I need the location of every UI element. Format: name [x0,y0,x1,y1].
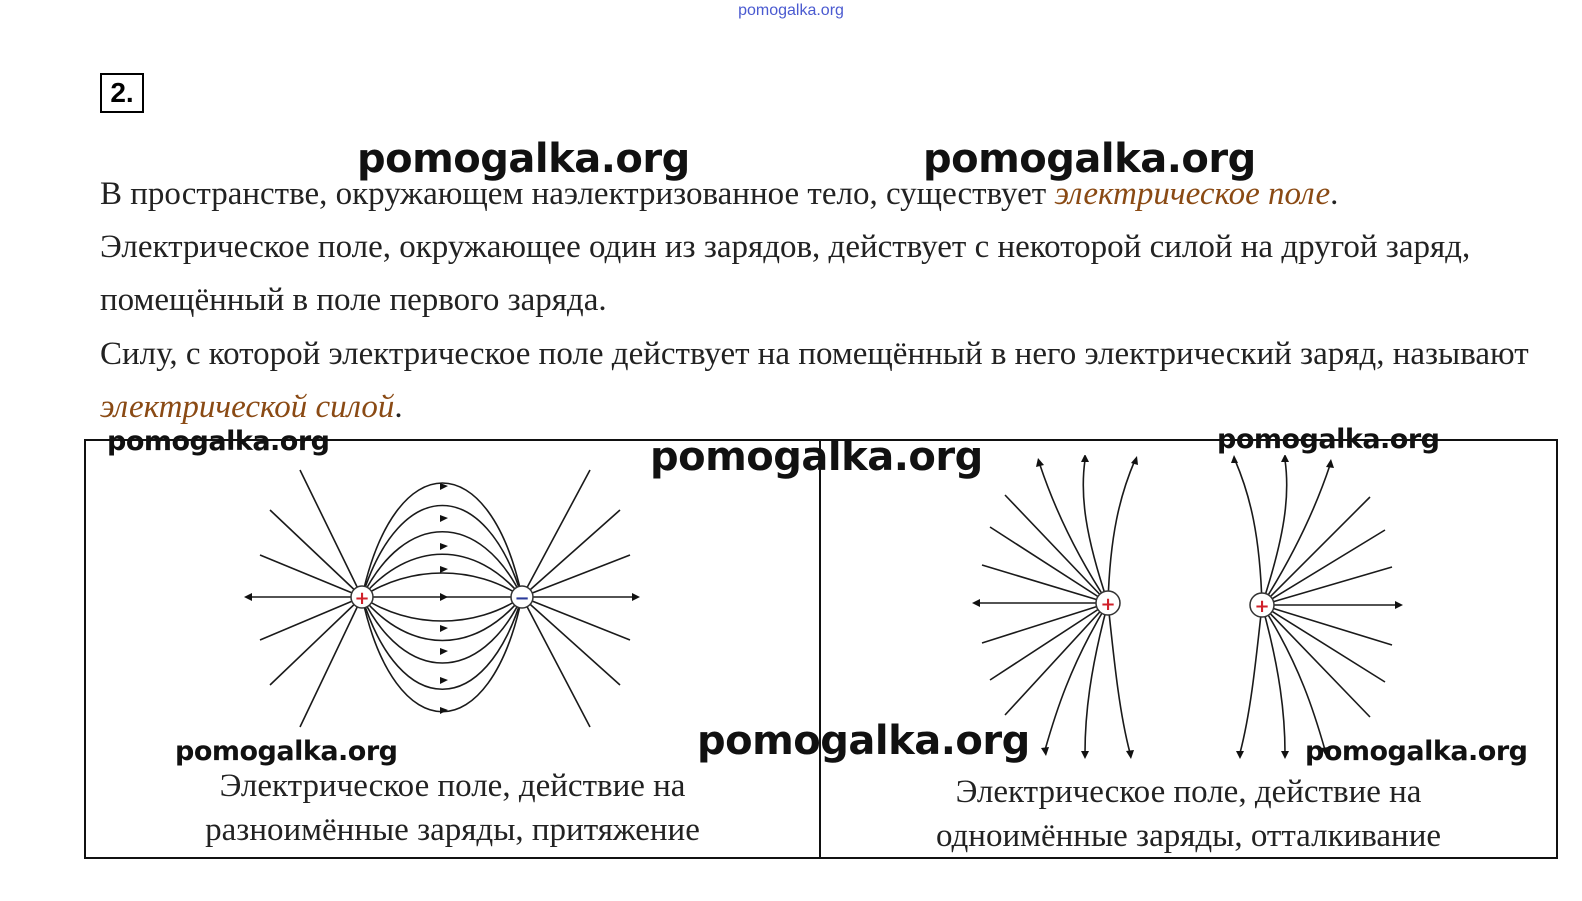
watermark: pomogalka.org [1217,424,1440,455]
watermark: pomogalka.org [175,736,398,767]
task-number: 2. [100,73,144,113]
paragraph-electric-field [100,168,1540,327]
charge-label: + [1254,596,1270,617]
caption-opposite-charges [86,764,819,852]
paragraph-text: Силу, с которой электрическое поле действует на помещённый в него электрический заряд, называют [100,336,1529,372]
paragraph-text: . [394,389,403,425]
caption-like-charges [821,770,1556,858]
caption-line: разноимённые заряды, притяжение [205,812,700,848]
paragraph-text: В пространстве, окружающем наэлектризованное тело, существует [100,176,1055,212]
term-electric-field: электрическое поле [1054,176,1331,212]
watermark: pomogalka.org [650,434,983,480]
term-electric-force: электрической силой [100,389,395,425]
charge-label: + [354,588,370,609]
charge-label: − [514,588,530,609]
field-lines-like-charges-diagram [970,455,1410,760]
watermark: pomogalka.org [107,426,330,457]
site-header-link[interactable]: pomogalka.org [738,2,844,19]
paragraph-electric-force [100,328,1540,434]
field-lines-opposite-charges-diagram [240,445,650,755]
charge-label: + [1100,594,1116,615]
caption-line: одноимённые заряды, отталкивание [935,818,1442,854]
caption-line: Электрическое поле, действие на [955,774,1422,810]
watermark: pomogalka.org [357,136,690,182]
caption-line: Электрическое поле, действие на [219,768,686,804]
paragraph-text: . Электрическое поле, окружающее один из зарядов, действует с некоторой силой на другой заряд, помещённый в поле первого заряда. [100,176,1471,318]
watermark: pomogalka.org [923,136,1256,182]
watermark: pomogalka.org [1305,736,1528,767]
watermark: pomogalka.org [697,718,1030,764]
